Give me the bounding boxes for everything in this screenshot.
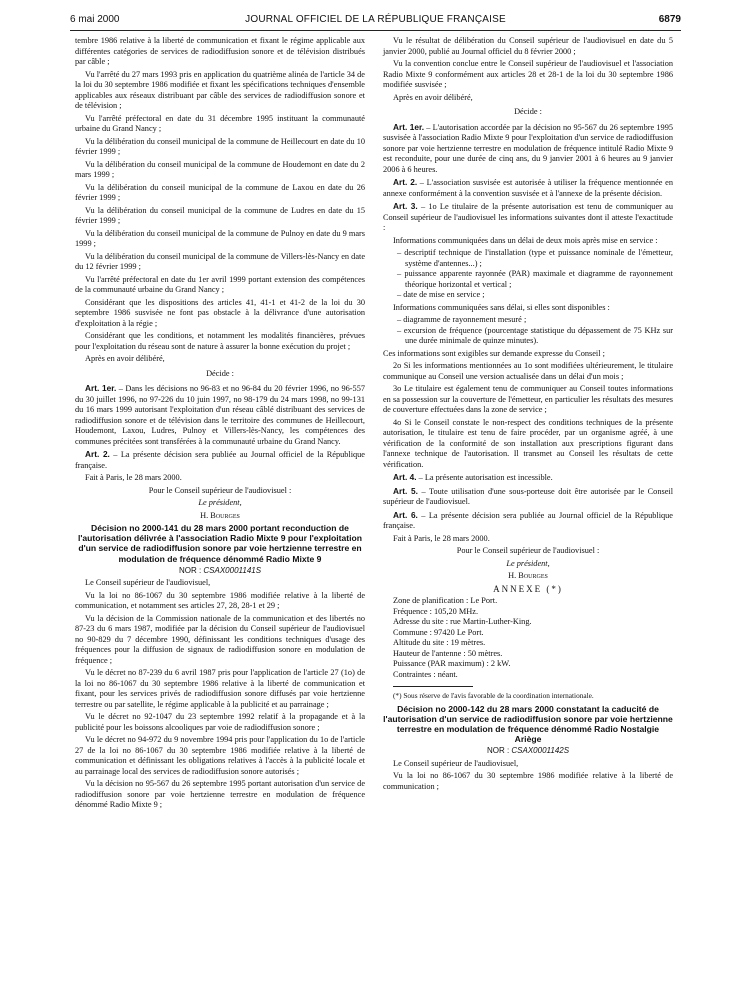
decide-heading: Décide : xyxy=(206,368,234,378)
article-label: Art. 4. xyxy=(393,472,417,482)
list-item: – date de mise en service ; xyxy=(397,290,485,299)
paragraph: Le Conseil supérieur de l'audiovisuel, xyxy=(85,578,211,588)
paragraph: 2o Si les informations mentionnées au 1o sont modifiées ultérieurement, le titulaire communique au Conseil une version actualisée dans un délai d'un mois ; xyxy=(383,361,673,381)
place-date: Fait à Paris, le 28 mars 2000. xyxy=(393,533,490,543)
article-label: Art. 6. xyxy=(393,509,418,520)
left-column xyxy=(75,36,365,813)
paragraph: 4o Si le Conseil constate le non-respect des conditions techniques de la présente autorisation, le titulaire est tenu de faire procéder, par un organisme agréé, à une vérification de la conformité de son installation aux prescriptions figurant dans l'annexe technique de l'autorisation. Il transmet au Conseil les résultats de cette vérification. xyxy=(383,417,673,469)
paragraph: Le Conseil supérieur de l'audiovisuel, xyxy=(393,758,519,768)
annexe-item: Hauteur de l'antenne : 50 mètres. xyxy=(393,648,503,658)
paragraph: Vu la délibération du conseil municipal de la commune de Heillecourt en date du 10 février 1999 ; xyxy=(75,136,365,156)
annexe-item: Altitude du site : 19 mètres. xyxy=(393,638,486,647)
paragraph: Après en avoir délibéré, xyxy=(85,354,165,363)
article-label: Art. 2. xyxy=(85,449,110,459)
annexe-item: Puissance (PAR maximum) : 2 kW. xyxy=(393,659,511,668)
decide-heading: Décide : xyxy=(514,107,542,116)
paragraph: Considérant que les dispositions des articles 41, 41-1 et 41-2 de la loi du 30 septembre 1986 susvisée ne font pas obstacle à la délivrance d'une autorisation d'exploitation à la régie ; xyxy=(75,297,365,328)
paragraph: Vu le décret no 87-239 du 6 avril 1987 pris pour l'application de l'article 27 (1o) de la loi no 86-1067 du 30 septembre 1986 relative à la liberté de communication et fixant, pour les services privés de radiodiffusion sonore diffusés par voie hertzienne terrestre ou par satellite, le régime applicable à la publicité et au parrainage ; xyxy=(75,668,365,709)
article-label: Art. 5. xyxy=(393,485,418,496)
article-label: Art. 1er. xyxy=(85,383,117,393)
paragraph: Vu le décret no 92-1047 du 23 septembre 1992 relatif à la propagande et à la publicité pour les boissons alcooliques par voie de radiodiffusion sonore ; xyxy=(75,712,365,732)
article-text: – Toute utilisation d'une sous-porteuse doit être autorisée par le Conseil supérieur de l'audiovisuel. xyxy=(383,486,673,506)
signature-line: Pour le Conseil supérieur de l'audiovisuel : xyxy=(148,485,292,495)
page-header xyxy=(70,14,681,30)
nor-reference xyxy=(383,746,673,757)
paragraph: Ces informations sont exigibles sur demande expresse du Conseil ; xyxy=(383,348,605,358)
annexe-item: Contraintes : néant. xyxy=(393,669,458,679)
decision-142-title: Décision no 2000-142 du 28 mars 2000 constatant la caducité de l'autorisation d'un service de radiodiffusion sonore par voie hertzienne terrestre en modulation de fréquence dénommé Radio Nostalgie Ariège xyxy=(383,703,673,745)
article-1 xyxy=(75,383,365,447)
paragraph: Informations communiquées sans délai, si elles sont disponibles : xyxy=(393,302,610,312)
paragraph: Considérant que les conditions, et notamment les modalités financières, prévues pour l'exploitation du réseau sont de nature à assurer la bonne exécution du projet ; xyxy=(75,331,365,351)
list-item: – descriptif technique de l'installation (type et puissance nominale de l'émetteur, système d'antennes...) ; xyxy=(397,248,673,268)
article-label: Art. 1er. xyxy=(393,121,425,132)
header-page-number: 6879 xyxy=(658,14,681,25)
article-6 xyxy=(383,510,673,532)
paragraph: tembre 1986 relative à la liberté de communication et fixant le régime applicable aux différentes catégories de services de radiodiffusion sonore et de télévision distribués par câble ; xyxy=(75,36,365,66)
paragraph: Vu la loi no 86-1067 du 30 septembre 1986 modifiée relative à la liberté de communication ; xyxy=(383,771,673,791)
article-text: – Dans les décisions no 96-83 et no 96-84 du 20 février 1996, no 96-557 du 30 juillet 1996, no 97-226 du 10 juin 1997, no 98-179 du 24 mars 1998, no 99-131 du 16 mars 1999 autorisant l'exploitation d'un réseau câblé distribuant des services de radiodiffusion sonore et de télévision dans le territoire des communes de Heillecourt, Houdemont, Laxou, Ludres, Pulnoy et Villers-lès-Nancy, les compétences des communes précitées sont transférées à la communauté urbaine du Grand Nancy. xyxy=(75,384,366,446)
article-label: Art. 3. xyxy=(393,201,418,211)
article-text: – L'autorisation accordée par la décision no 95-567 du 26 septembre 1995 susvisée à l'association Radio Mixte 9 pour l'exploitation d'un service de radiodiffusion sonore par voie hertzienne terrestre en modulation de fréquence intitulé Radio Mixte 9 est reconduite, pour une durée de cinq ans, du 9 janvier 2001 à 6 heures au 9 janvier 2006 à 6 heures. xyxy=(383,122,674,174)
paragraph: Vu le décret no 94-972 du 9 novembre 1994 pris pour l'application du 1o de l'article 27 de la loi no 86-1067 du 30 septembre 1986 modifiée relative à la liberté de communication et définissant les obligations relatives à l'accès à la publicité locale et au parrainage local des services de radiodiffusion sonore autorisés ; xyxy=(75,735,365,776)
article-text: – La présente décision sera publiée au Journal officiel de la République française. xyxy=(75,450,365,470)
bullet-list xyxy=(383,315,673,347)
article-label: Art. 2. xyxy=(393,177,418,187)
paragraph: Vu la convention conclue entre le Conseil supérieur de l'audiovisuel et l'association Radio Mixte 9 conformément aux articles 28 et 28-1 de la loi du 30 septembre 1986 modifiée susvisée ; xyxy=(383,59,673,89)
paragraph: Vu la délibération du conseil municipal de la commune de Ludres en date du 15 février 1999 ; xyxy=(75,205,365,225)
decision-141-title: Décision no 2000-141 du 28 mars 2000 portant reconduction de l'autorisation délivrée à l'association Radio Mixte 9 pour l'exploitation d'un service de radiodiffusion sonore par voie hertzienne terrestre en modulation de fréquence dénommé Radio Mixte 9 xyxy=(77,523,363,564)
paragraph: Vu l'arrêté préfectoral en date du 31 décembre 1995 instituant la communauté urbaine du Grand Nancy ; xyxy=(75,113,365,133)
signature-title: Le président, xyxy=(198,498,242,507)
nor-label: NOR : xyxy=(486,746,512,756)
paragraph: Vu la loi no 86-1067 du 30 septembre 1986 modifiée relative à la liberté de communication, et notamment ses articles 27, 28, 28-1 et 29 ; xyxy=(75,590,365,611)
article-text: – 1o Le titulaire de la présente autorisation est tenu de communiquer au Conseil supérieur de l'audiovisuel les informations suivantes dont il atteste l'exactitude : xyxy=(383,202,673,232)
list-item: – diagramme de rayonnement mesuré ; xyxy=(397,315,527,324)
footnote-rule xyxy=(393,686,473,687)
annexe-heading: ANNEXE (*) xyxy=(493,583,563,594)
list-item: – excursion de fréquence (pourcentage statistique du dépassement de 75 KHz sur une durée minimale de quinze minutes). xyxy=(397,325,673,345)
paragraph: Vu la délibération du conseil municipal de la commune de Pulnoy en date du 9 mars 1999 ; xyxy=(75,228,365,248)
paragraph: Vu la décision de la Commission nationale de la communication et des libertés no 87-23 du 6 mars 1987, modifiée par la décision du Conseil supérieur de l'audiovisuel no 90-829 du 7 décembre 1990, définissant les conditions techniques d'usage des fréquences pour la diffusion de signaux de radiodiffusion sonore en modulation de fréquence ; xyxy=(75,613,365,665)
nor-reference xyxy=(75,566,365,577)
header-journal-title: JOURNAL OFFICIEL DE LA RÉPUBLIQUE FRANÇAISE xyxy=(245,14,506,25)
paragraph: Vu la décision no 95-567 du 26 septembre 1995 portant autorisation d'un service de radiodiffusion sonore par voie hertzienne terrestre en modulation de fréquence dénommé Radio Mixte 9 ; xyxy=(75,779,365,810)
nor-label: NOR : xyxy=(178,565,204,575)
paragraph: 3o Le titulaire est également tenu de communiquer au Conseil toutes informations en sa possession sur la couverture de l'émetteur, en particulier les résultats des mesures de couverture effectuées dans la zone de service ; xyxy=(383,384,673,414)
annexe-item: Zone de planification : Le Port. xyxy=(393,596,498,605)
signature-title: Le président, xyxy=(506,558,550,568)
header-rule xyxy=(70,30,681,31)
right-column xyxy=(383,36,673,794)
nor-code: CSAX0001142S xyxy=(511,746,570,756)
article-4 xyxy=(383,472,673,484)
article-2 xyxy=(383,177,673,199)
paragraph: Vu la délibération du conseil municipal de la commune de Laxou en date du 26 février 1999 ; xyxy=(75,182,365,202)
paragraph: Informations communiquées dans un délai de deux mois après mise en service : xyxy=(393,235,658,245)
paragraph: Après en avoir délibéré, xyxy=(393,92,473,102)
article-text: – La présente décision sera publiée au Journal officiel de la République française. xyxy=(383,510,673,530)
paragraph: Vu le résultat de délibération du Conseil supérieur de l'audiovisuel en date du 5 janvier 2000, publié au Journal officiel du 8 février 2000 ; xyxy=(383,36,673,56)
paragraph: Vu l'arrêté du 27 mars 1993 pris en application du quatrième alinéa de l'article 34 de la loi du 30 septembre 1986 modifiée et fixant les spécifications techniques d'ensemble applicables aux réseaux distribuant par câble des services de radiodiffusion sonore et de télévision ; xyxy=(75,69,365,110)
footnote: (*) Sous réserve de l'avis favorable de la coordination internationale. xyxy=(393,691,594,700)
paragraph: Vu la délibération du conseil municipal de la commune de Houdemont en date du 2 mars 1999 ; xyxy=(75,159,365,179)
annexe-item: Adresse du site : rue Martin-Luther-King. xyxy=(393,617,532,626)
signature-name: H. Bourges xyxy=(200,510,240,520)
article-3 xyxy=(383,201,673,234)
annexe-item: Commune : 97420 Le Port. xyxy=(393,627,484,637)
bullet-list xyxy=(383,248,673,301)
annexe-item: Fréquence : 105,20 MHz. xyxy=(393,606,479,616)
place-date: Fait à Paris, le 28 mars 2000. xyxy=(85,473,182,482)
paragraph: Vu la délibération du conseil municipal de la commune de Villers-lès-Nancy en date du 12 février 1999 ; xyxy=(75,251,365,271)
annexe-list xyxy=(383,596,673,680)
nor-code: CSAX0001141S xyxy=(203,565,262,575)
list-item: – puissance apparente rayonnée (PAR) maximale et diagramme de rayonnement théorique horizontal et vertical ; xyxy=(397,269,673,289)
article-5 xyxy=(383,486,673,508)
paragraph: Vu l'arrêté préfectoral en date du 1er avril 1999 portant extension des compétences de la communauté urbaine du Grand Nancy ; xyxy=(75,274,365,294)
signature-name: H. Bourges xyxy=(508,571,548,580)
article-1 xyxy=(383,122,673,176)
article-text: – La présente autorisation est incessible. xyxy=(416,473,553,482)
signature-line: Pour le Conseil supérieur de l'audiovisuel : xyxy=(456,546,600,555)
article-text: – L'association susvisée est autorisée à utiliser la fréquence mentionnée en annexe conformément à la convention susvisée et à l'annexe de la présente décision. xyxy=(383,178,673,198)
header-date: 6 mai 2000 xyxy=(70,14,120,25)
article-2 xyxy=(75,449,365,471)
